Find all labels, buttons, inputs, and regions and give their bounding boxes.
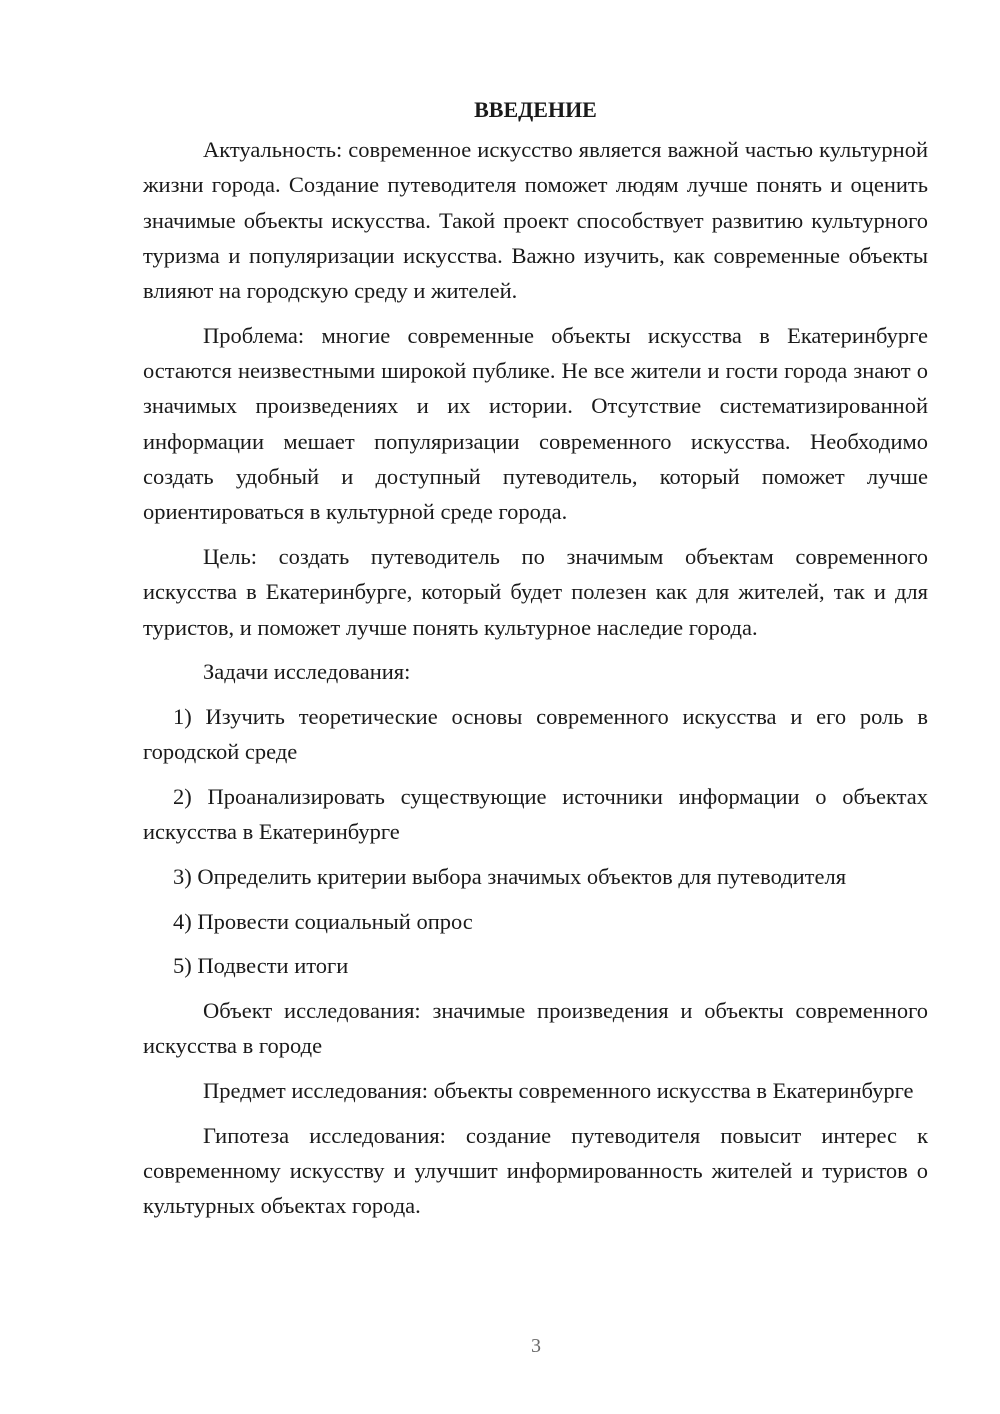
task-item: 1) Изучить теоретические основы современного искусства и его роль в городской среде [143, 704, 928, 765]
hypothesis-paragraph: Гипотеза исследования: создание путеводителя повысит интерес к современному искусству и улучшит информированность жителей и туристов о культурных объектах города. [143, 1122, 928, 1219]
problem-paragraph: Проблема: многие современные объекты искусства в Екатеринбурге остаются неизвестными широкой публике. Не все жители и гости города знают о значимых произведениях и их истории. Отсутствие систематизированной информации мешает популяризации современного искусства. Необходимо создать удобный и доступный путеводитель, который поможет лучше ориентироваться в культурной среде города. [143, 322, 928, 525]
task-item: 4) Провести социальный опрос [173, 908, 473, 934]
tasks-heading: Задачи исследования: [203, 659, 411, 685]
task-item: 5) Подвести итоги [173, 953, 349, 979]
page-title: ВВЕДЕНИЕ [474, 97, 597, 122]
relevance-paragraph: Актуальность: современное искусство является важной частью культурной жизни города. Создание путеводителя поможет людям лучше понять и оценить значимые объекты искусства. Такой проект способствует развитию культурного туризма и популяризации искусства. Важно изучить, как современные объекты влияют на городскую среду и жителей. [143, 137, 928, 304]
goal-paragraph: Цель: создать путеводитель по значимым объектам современного искусства в Екатеринбурге, который будет полезен как для жителей, так и для туристов, и поможет лучше понять культурное наследие города. [143, 544, 928, 640]
page-number: 3 [531, 1335, 541, 1357]
task-item: 2) Проанализировать существующие источники информации о объектах искусства в Екатеринбурге [143, 784, 928, 845]
task-item: 3) Определить критерии выбора значимых объектов для путеводителя [173, 863, 847, 889]
subject-paragraph: Предмет исследования: объекты современного искусства в Екатеринбурге [203, 1078, 914, 1104]
object-paragraph: Объект исследования: значимые произведения и объекты современного искусства в городе [143, 998, 928, 1059]
document-page [143, 92, 928, 1233]
